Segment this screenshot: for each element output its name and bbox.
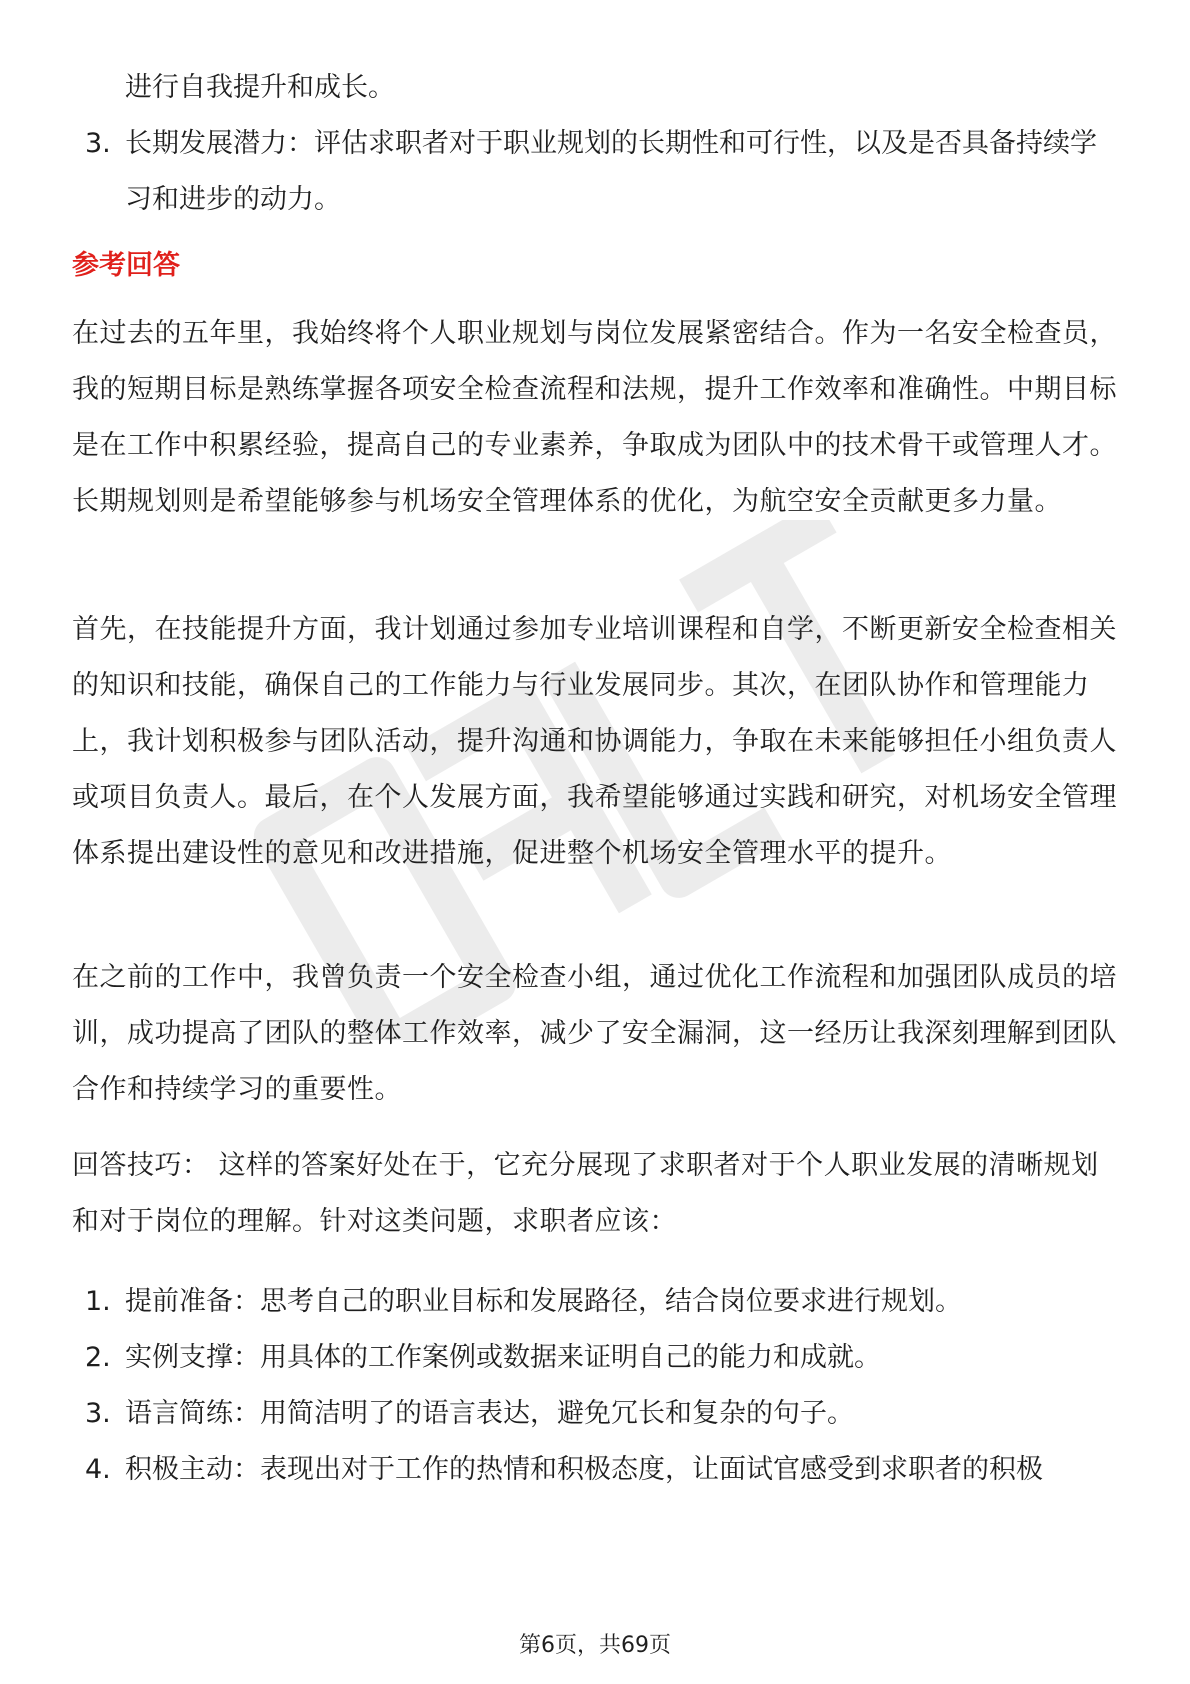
list-text: 提前准备：思考自己的职业目标和发展路径，结合岗位要求进行规划。 (125, 1286, 962, 1317)
tips-intro-paragraph (72, 1138, 1122, 1250)
paragraph-text: 回答技巧： 这样的答案好处在于，它充分展现了求职者对于个人职业发展的清晰规划和对于岗位的理解。针对这类问题，求职者应该： (72, 1150, 1099, 1237)
list-text: 积极主动：表现出对于工作的热情和积极态度，让面试官感受到求职者的积极 (125, 1454, 1043, 1485)
list-item (72, 116, 1122, 228)
list-number: 4. (85, 1454, 111, 1485)
paragraph-text: 在过去的五年里，我始终将个人职业规划与岗位发展紧密结合。作为一名安全检查员，我的短期目标是熟练掌握各项安全检查流程和法规，提升工作效率和准确性。中期目标是在工作中积累经验，提高自己的专业素养，争取成为团队中的技术骨干或管理人才。长期规划则是希望能够参与机场安全管理体系的优化，为航空安全贡献更多力量。 (72, 318, 1117, 517)
section-heading: 参考回答 (72, 250, 180, 281)
criteria-list (72, 116, 1122, 228)
list-number: 2. (85, 1342, 111, 1373)
answer-paragraph-2 (72, 602, 1122, 882)
list-text: 语言简练：用简洁明了的语言表达，避免冗长和复杂的句子。 (125, 1398, 854, 1429)
list-text: 长期发展潜力：评估求职者对于职业规划的长期性和可行性，以及是否具备持续学习和进步的动力。 (125, 128, 1097, 215)
tips-list (72, 1274, 1122, 1498)
list-number: 3. (85, 128, 111, 159)
answer-paragraph-1 (72, 306, 1122, 530)
paragraph-text: 在之前的工作中，我曾负责一个安全检查小组，通过优化工作流程和加强团队成员的培训，成功提高了团队的整体工作效率，减少了安全漏洞，这一经历让我深刻理解到团队合作和持续学习的重要性。 (72, 962, 1117, 1105)
page-footer: 第6页，共69页 (519, 1633, 671, 1658)
list-text: 实例支撑：用具体的工作案例或数据来证明自己的能力和成就。 (125, 1342, 881, 1373)
list-item (72, 1386, 1122, 1442)
list-item (72, 1274, 1122, 1330)
list-number: 1. (85, 1286, 111, 1317)
paragraph-text: 首先，在技能提升方面，我计划通过参加专业培训课程和自学，不断更新安全检查相关的知识和技能，确保自己的工作能力与行业发展同步。其次，在团队协作和管理能力上，我计划积极参与团队活动，提升沟通和协调能力，争取在未来能够担任小组负责人或项目负责人。最后，在个人发展方面，我希望能够通过实践和研究，对机场安全管理体系提出建设性的意见和改进措施，促进整个机场安全管理水平的提升。 (72, 614, 1117, 869)
list-item (72, 1442, 1122, 1498)
answer-paragraph-3 (72, 950, 1122, 1118)
list-number: 3. (85, 1398, 111, 1429)
list-item (72, 1330, 1122, 1386)
continuation-text: 进行自我提升和成长。 (125, 72, 395, 103)
